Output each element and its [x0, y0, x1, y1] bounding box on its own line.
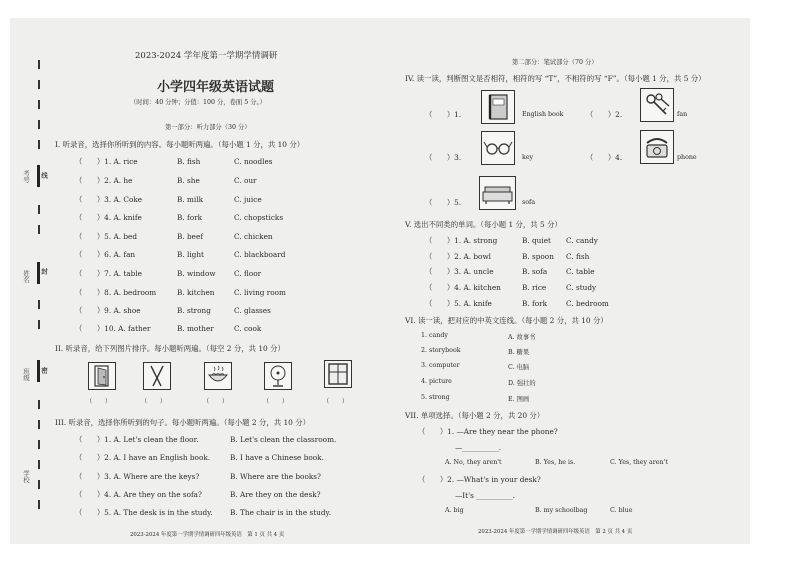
option-c: C. fish — [566, 252, 590, 261]
match-english: 4. picture — [421, 378, 452, 385]
option-b: B. Are they on the desk? — [230, 490, 321, 499]
binding-dash — [38, 460, 40, 469]
binding-dash — [38, 320, 40, 329]
list-item: （ ）2. A. bowl — [425, 252, 492, 261]
match-chinese: A. 故事书 — [508, 334, 536, 341]
option-b: B. fish — [177, 157, 201, 166]
option-c: C. noodles — [234, 157, 273, 166]
english-book-picture — [481, 90, 515, 124]
order-blank[interactable]: （ ） — [323, 398, 349, 405]
option-c: C. chopsticks — [234, 213, 284, 222]
sec4-word: phone — [677, 154, 697, 161]
match-english: 2. storybook — [421, 347, 461, 354]
section-6-title: VI. 读一读，把对应的中英文连线。（每小题 2 分，共 10 分） — [405, 316, 608, 325]
sec4-word: sofa — [522, 199, 536, 206]
page-footer-left: 2023-2024 年度第一学期学情调研四年级英语 第 1 页 共 4 页 — [130, 532, 285, 538]
binding-dash — [38, 225, 40, 234]
sofa-picture — [479, 176, 516, 210]
section-4-title: IV. 读一读，判断图文是否相符，相符的写 “T”，不相符的写 “F”。（每小题 1 分，共 5 分） — [405, 74, 706, 83]
question-2-blank[interactable]: —It's __________. — [455, 491, 515, 500]
option-c: C. candy — [566, 236, 598, 245]
list-item: （ ）2. A. he — [75, 176, 133, 185]
binding-dash — [38, 120, 40, 129]
list-item: （ ）1. A. Let's clean the floor. — [75, 435, 199, 444]
option-b: B. she — [177, 176, 200, 185]
keys-picture — [640, 88, 674, 122]
sec4-word: English book — [522, 111, 564, 118]
side-mark-seal: 封 — [40, 268, 48, 275]
list-item: （ ）2. — [586, 110, 623, 119]
list-item: （ ）9. A. shoe — [75, 306, 141, 315]
list-item: （ ）3. A. Where are the keys? — [75, 472, 200, 481]
fan-picture — [264, 362, 292, 390]
list-item: （ ）3. — [425, 153, 462, 162]
option-b: B. milk — [177, 195, 204, 204]
section-3-title: III. 听录音，选择你所听到的句子。每小题听两遍。（每小题 2 分，共 10 分） — [55, 418, 310, 427]
glasses-picture — [481, 131, 515, 165]
list-item: （ ）5. A. The desk is in the study. — [75, 508, 213, 517]
section-1-title: I. 听录音，选择你所听到的内容。每小题听两遍。（每小题 1 分，共 10 分） — [55, 140, 305, 149]
list-item: （ ）3. A. uncle — [425, 267, 494, 276]
list-item: （ ）4. A. Are they on the sofa? — [75, 490, 202, 499]
question-1: （ ）1. —Are they near the phone? — [418, 427, 558, 436]
list-item: （ ）6. A. fan — [75, 250, 136, 259]
option-b: B. mother — [177, 324, 214, 333]
section-2-title: II. 听录音，给下列图片排序。每小题听两遍。（每空 2 分，共 10 分） — [55, 344, 285, 353]
list-item: （ ）10. A. father — [75, 324, 151, 333]
option-b: B. fork — [522, 299, 548, 308]
side-label-name: 姓名 — [22, 270, 30, 283]
match-english: 3. computer — [421, 362, 460, 369]
side-label-class: 班级 — [22, 368, 30, 381]
option-b: B. rice — [522, 283, 547, 292]
option-b: B. sofa — [522, 267, 548, 276]
match-chinese: C. 电脑 — [508, 364, 530, 371]
side-mark-secret: 密 — [40, 367, 48, 374]
option-b: B. fork — [177, 213, 203, 222]
option-b: B. I have a Chinese book. — [230, 453, 324, 462]
option-b: B. kitchen — [177, 288, 215, 297]
window-picture — [324, 360, 352, 388]
option-c: C. chicken — [234, 232, 273, 241]
option-c: C. cook — [234, 324, 262, 333]
option-c: C. juice — [234, 195, 262, 204]
door-picture — [88, 362, 116, 390]
list-item: （ ）1. A. strong — [425, 236, 498, 245]
side-mark-line: 线 — [40, 172, 48, 179]
option-c: C. bedroom — [566, 299, 609, 308]
list-item: （ ）5. — [425, 198, 462, 207]
list-item: （ ）3. A. Coke — [75, 195, 143, 204]
option-b: B. window — [177, 269, 216, 278]
option-c: C. our — [234, 176, 257, 185]
order-blank[interactable]: （ ） — [86, 398, 112, 405]
order-blank[interactable]: （ ） — [203, 398, 229, 405]
page-footer-right: 2023-2024 年度第一学期学情调研四年级英语 第 2 页 共 4 页 — [478, 529, 633, 535]
binding-dash — [38, 400, 40, 409]
section-7-title: VII. 单项选择。（每小题 2 分，共 20 分） — [405, 411, 545, 420]
option-b: B. Let's clean the classroom. — [230, 435, 337, 444]
chopsticks-picture — [143, 362, 171, 390]
option-c: C. table — [566, 267, 595, 276]
question-1-blank[interactable]: —__________. — [455, 443, 502, 452]
list-item: （ ）8. A. bedroom — [75, 288, 157, 297]
binding-dash — [38, 420, 40, 429]
binding-dash — [38, 100, 40, 109]
option-b: B. my schoolbag — [535, 507, 588, 514]
option-b: B. strong — [177, 306, 211, 315]
option-c: C. living room — [234, 288, 286, 297]
match-english: 5. strong — [421, 394, 450, 401]
side-label-exam-no: 考号 — [22, 170, 30, 183]
binding-dash — [38, 80, 40, 89]
list-item: （ ）5. A. bed — [75, 232, 138, 241]
option-c: C. glasses — [234, 306, 271, 315]
option-b: B. quiet — [522, 236, 551, 245]
binding-dash — [38, 205, 40, 214]
sec4-word: key — [522, 154, 534, 161]
phone-picture — [640, 130, 674, 164]
sec4-word: fan — [677, 111, 688, 118]
match-english: 1. candy — [421, 332, 448, 339]
question-2: （ ）2. —What's in your desk? — [418, 475, 541, 484]
list-item: （ ）1. A. rice — [75, 157, 138, 166]
list-item: （ ）4. A. kitchen — [425, 283, 501, 292]
option-c: C. blackboard — [234, 250, 286, 259]
part2-title: 第二部分：笔试部分（70 分） — [512, 59, 598, 66]
option-b: B. beef — [177, 232, 204, 241]
section-5-title: V. 选出不同类的单词。（每小题 1 分，共 5 分） — [405, 220, 562, 229]
order-blank[interactable]: （ ） — [141, 398, 167, 405]
option-b: B. spoon — [522, 252, 554, 261]
exam-year: 2023-2024 学年度第一学期学情调研 — [135, 51, 278, 61]
match-chinese: D. 强壮的 — [508, 380, 536, 387]
binding-dash — [38, 480, 40, 489]
option-b: B. Where are the books? — [230, 472, 321, 481]
option-c: C. floor — [234, 269, 262, 278]
exam-info: （时间：40 分钟；分值：100 分，卷面 5 分。） — [130, 99, 266, 106]
side-label-school: 学校 — [22, 470, 30, 483]
part1-title: 第一部分：听力部分（30 分） — [165, 124, 251, 131]
order-blank[interactable]: （ ） — [263, 398, 289, 405]
noodle-bowl-picture — [204, 362, 232, 390]
option-a: A. No, they aren't — [445, 459, 502, 466]
list-item: （ ）7. A. table — [75, 269, 142, 278]
option-c: C. blue — [610, 507, 633, 514]
option-b: B. The chair is in the study. — [230, 508, 332, 517]
list-item: （ ）4. A. knife — [75, 213, 142, 222]
option-b: B. Yes, he is. — [535, 459, 576, 466]
list-item: （ ）1. — [425, 110, 462, 119]
binding-dash — [38, 500, 40, 509]
binding-dash — [38, 60, 40, 69]
binding-dash — [38, 140, 40, 149]
option-c: C. Yes, they aren't — [610, 459, 668, 466]
list-item: （ ）4. — [586, 153, 623, 162]
match-chinese: E. 图画 — [508, 396, 530, 403]
binding-dash — [38, 440, 40, 449]
option-a: A. big — [445, 507, 464, 514]
exam-title: 小学四年级英语试题 — [157, 80, 275, 95]
list-item: （ ）5. A. knife — [425, 299, 492, 308]
option-b: B. light — [177, 250, 204, 259]
list-item: （ ）2. A. I have an English book. — [75, 453, 211, 462]
match-chinese: B. 糖果 — [508, 349, 530, 356]
option-c: C. study — [566, 283, 597, 292]
binding-dash — [38, 300, 40, 309]
